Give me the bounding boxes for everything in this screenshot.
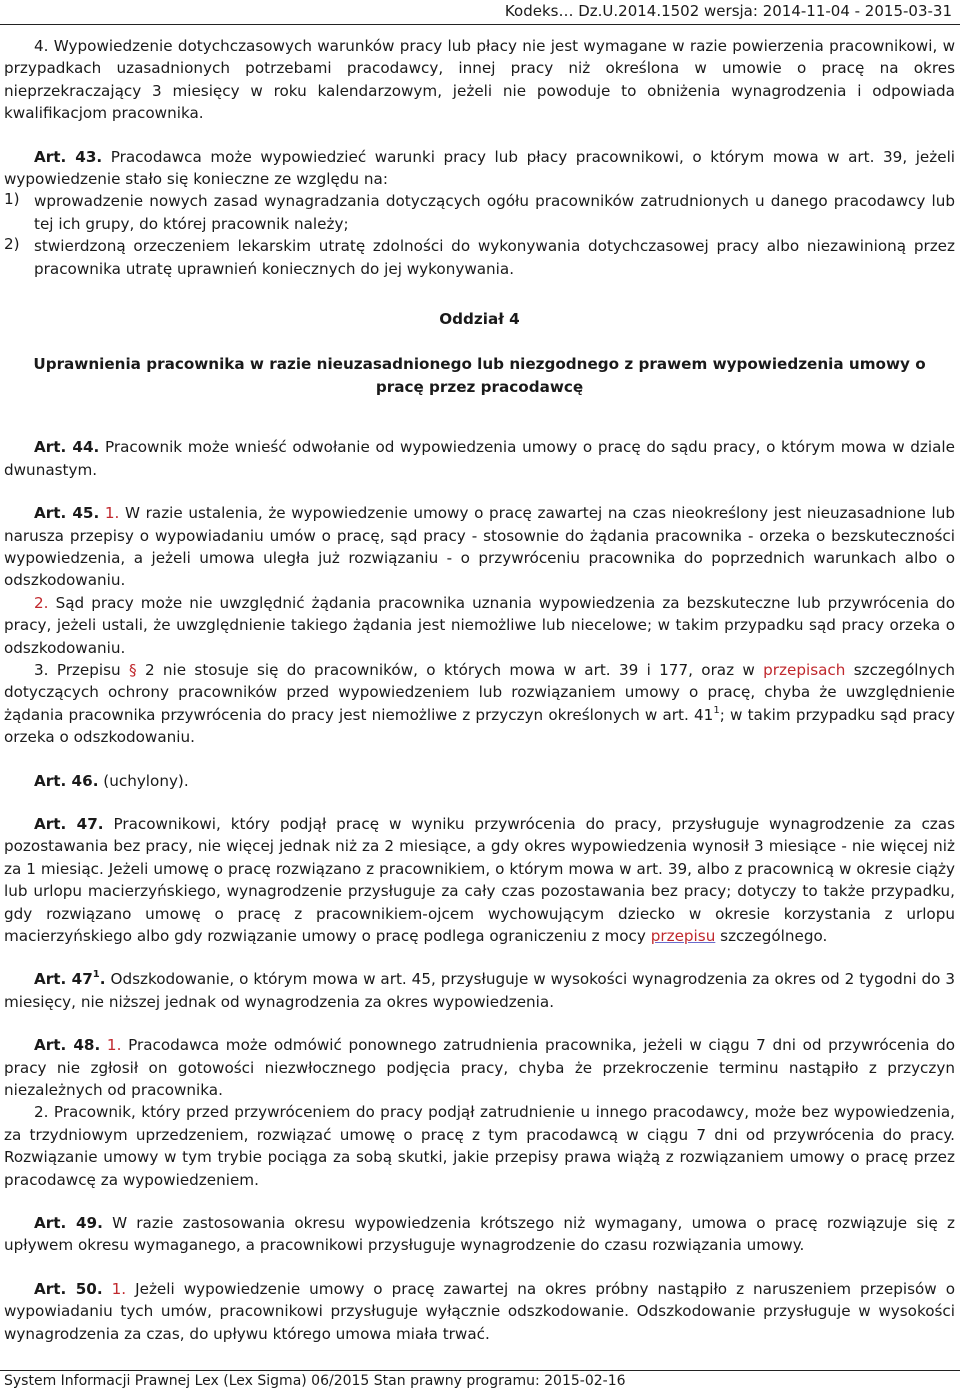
running-header: Kodeks… Dz.U.2014.1502 wersja: 2014-11-04 - 2015-03-31 [504, 2, 952, 20]
art45-p3-text-a: Przepisu [56, 660, 121, 679]
art43-label: Art. 43. [34, 147, 103, 166]
przepisach-link[interactable]: przepisach [763, 660, 846, 679]
art45-paragraph-3 [4, 659, 955, 749]
art46-label: Art. 46. [34, 771, 99, 790]
art45-p1-number[interactable]: 1. [104, 504, 120, 523]
art42-paragraph-4: 4. Wypowiedzenie dotychczasowych warunków pracy lub płacy nie jest wymagane w razie powierzenia pracownikowi, w przypadkach uzasadnionych potrzebami pracodawcy, innej pracy niż określona w umowie o pracę na okres nieprzekraczający 3 miesięcy w roku kalendarzowym, jeżeli nie powoduje to obniżenia wynagrodzenia i odpowiada kwalifikacjom pracownika. [4, 37, 955, 123]
art45-paragraph-2 [4, 592, 955, 659]
art44-paragraph [4, 436, 955, 481]
art45-p3-text-d: ; w takim przypadku sąd pracy orzeka o odszkodowaniu. [4, 705, 955, 747]
art43-item-1 [4, 190, 955, 235]
art45-p2-text: Sąd pracy może nie uwzględnić żądania pracownika uznania wypowiedzenia za bezskuteczne lub przywrócenia do pracy, jeżeli ustali, że uwzględnienie takiego żądania jest niemożliwe lub niecelowe; w takim przypadku sąd pracy orzeka o odszkodowaniu. [4, 593, 955, 657]
art46-paragraph [4, 770, 955, 792]
document-body [4, 35, 955, 1345]
art50-label: Art. 50. [34, 1279, 103, 1298]
art45-p3-text-b: 2 nie stosuje się do pracowników, o których mowa w art. 39 i 177, oraz w [144, 660, 755, 679]
art43-item-1-number: 1) [4, 190, 20, 209]
art48-p1-number[interactable]: 1. [106, 1036, 122, 1055]
art49-label: Art. 49. [34, 1214, 103, 1233]
art45-p2-number[interactable]: 2. [34, 593, 49, 612]
art47-text-a: Pracownikowi, który podjął pracę w wyniku przywrócenia do pracy, przysługuje wynagrodzenie za czas pozostawania bez pracy, nie więcej jednak niż za 2 miesiące, a gdy okres wypowiedzenia wynosił 3 miesiące - nie więcej niż za 1 miesiąc. Jeżeli umowę o pracę rozwiązano z pracownikiem, o którym mowa w art. 39, albo z pracownicą w okresie ciąży lub urlopu macierzyńskiego, wynagrodzenie przysługuje za cały czas pozostawania bez pracy; dotyczy to także przypadku, gdy rozwiązano umowę o pracę z pracownikiem-ojcem wychowującym dziecko w okresie korzystania z urlopu macierzyńskiego albo gdy rozwiązanie umowy o pracę podlega ograniczeniu z mocy [4, 814, 955, 945]
przepisu-link[interactable]: przepisu [650, 927, 716, 945]
art49-text: W razie zastosowania okresu wypowiedzenia krótszego niż wymagany, umowa o pracę rozwiązuje się z upływem okresu wymaganego, a pracownikowi przysługuje wynagrodzenie do czasu rozwiązania umowy. [4, 1214, 955, 1255]
art45-p1-text: W razie ustalenia, że wypowiedzenie umowy o pracę zawartej na czas nieokreślony jest nieuzasadnione lub narusza przepisy o wypowiadaniu umów o pracę, sąd pracy - stosownie do żądania pracownika - orzeka o bezskuteczności wypowiedzenia, a jeżeli umowa uległa już rozwiązaniu - o przywróceniu pracownika do poprzednich warunkach albo o odszkodowaniu. [4, 504, 956, 590]
art48-p1-text: Pracodawca może odmówić ponownego zatrudnienia pracownika, jeżeli w ciągu 7 dni od przywrócenia do pracy nie zgłosił on gotowości niezwłocznego podjęcia pracy, chyba że przekroczenie terminu nastąpiło z przyczyn niezależnych od pracownika. [4, 1036, 956, 1100]
header-divider [0, 24, 960, 25]
art44-label: Art. 44. [34, 438, 100, 457]
art49-paragraph [4, 1212, 955, 1257]
art47-text-b: szczególnego. [720, 927, 828, 945]
art45-p3-superscript: 1 [713, 704, 720, 716]
art47-1-label-end: . [99, 970, 106, 989]
art47-1-label [34, 970, 106, 988]
art43-item-2 [4, 235, 955, 280]
art47-1-label-text: Art. 47 [34, 970, 93, 989]
art50-paragraph-1 [4, 1278, 955, 1345]
art47-1-superscript: 1 [92, 969, 100, 981]
art43-item-1-text: wprowadzenie nowych zasad wynagradzania dotyczących ogółu pracowników zatrudnionych u danego pracodawcy lub tej ich grupy, do której pracownik należy; [34, 192, 955, 233]
art47-1-text: Odszkodowanie, o którym mowa w art. 45, przysługuje w wysokości wynagrodzenia za okres od 2 tygodni do 3 miesięcy, nie niższej jednak od wynagrodzenia za okres wypowiedzenia. [4, 970, 955, 1011]
section-heading: Uprawnienia pracownika w razie nieuzasadnionego lub niezgodnego z prawem wypowiedzenia umowy o pracę przez pracodawcę [33, 355, 926, 396]
art45-p3-number: 3. [34, 660, 49, 679]
art48-label: Art. 48. [34, 1036, 101, 1055]
art43-intro [4, 146, 955, 191]
art44-text: Pracownik może wnieść odwołanie od wypowiedzenia umowy o pracę do sądu pracy, o którym mowa w dziale dwunastym. [4, 438, 955, 479]
section-sign: § [129, 660, 137, 679]
art48-paragraph-1 [4, 1034, 955, 1101]
art43-item-2-text: stwierdzoną orzeczeniem lekarskim utratę zdolności do wykonywania dotychczasowej pracy albo niezawinioną przez pracownika utratę uprawnień koniecznych do jej wykonywania. [34, 237, 955, 278]
art48-paragraph-2: 2. Pracownik, który przed przywróceniem do pracy podjął zatrudnienie u innego pracodawcy, może bez wypowiedzenia, za trzydniowym uprzedzeniem, rozwiązać umowę o pracę z tym pracodawcą w ciągu 7 dni od przywrócenia do pracy. Rozwiązanie umowy w tym trybie pociąga za sobą skutki, jakie przepisy prawa wiążą z rozwiązaniem umowy o pracę przez pracodawcę za wypowiedzeniem. [4, 1103, 955, 1189]
art43-text: Pracodawca może wypowiedzieć warunki pracy lub płacy pracownikowi, o którym mowa w art. 39, jeżeli wypowiedzenie stało się konieczne ze względu na: [4, 147, 956, 189]
art47-label: Art. 47. [34, 814, 104, 833]
art46-text: (uchylony). [103, 771, 189, 790]
art47-paragraph [4, 813, 955, 947]
art50-p1-text: Jeżeli wypowiedzenie umowy o pracę zawartej na okres próbny nastąpiło z naruszeniem przepisów o wypowiadaniu tych umów, pracownikowi przysługuje wyłącznie odszkodowanie. Odszkodowanie przysługuje w wysokości wynagrodzenia za czas, do upływu którego umowa miała trwać. [4, 1279, 956, 1343]
art45-paragraph-1 [4, 502, 955, 592]
art43-item-2-number: 2) [4, 235, 20, 254]
art45-label: Art. 45. [34, 504, 100, 523]
art47-1-paragraph [4, 968, 955, 1013]
section-title: Oddział 4 [439, 310, 520, 329]
art50-p1-number[interactable]: 1. [111, 1279, 127, 1298]
running-footer: System Informacji Prawnej Lex (Lex Sigma) 06/2015 Stan prawny programu: 2015-02-16 [4, 1373, 626, 1389]
art45-p3-text-c: szczególnych dotyczących ochrony pracowników przed wypowiedzeniem lub rozwiązaniem umowy o pracę, chyba że uwzględnienie żądania pracownika przywrócenia do pracy jest niemożliwe z przyczyn określonych w art. 41 [4, 660, 956, 724]
